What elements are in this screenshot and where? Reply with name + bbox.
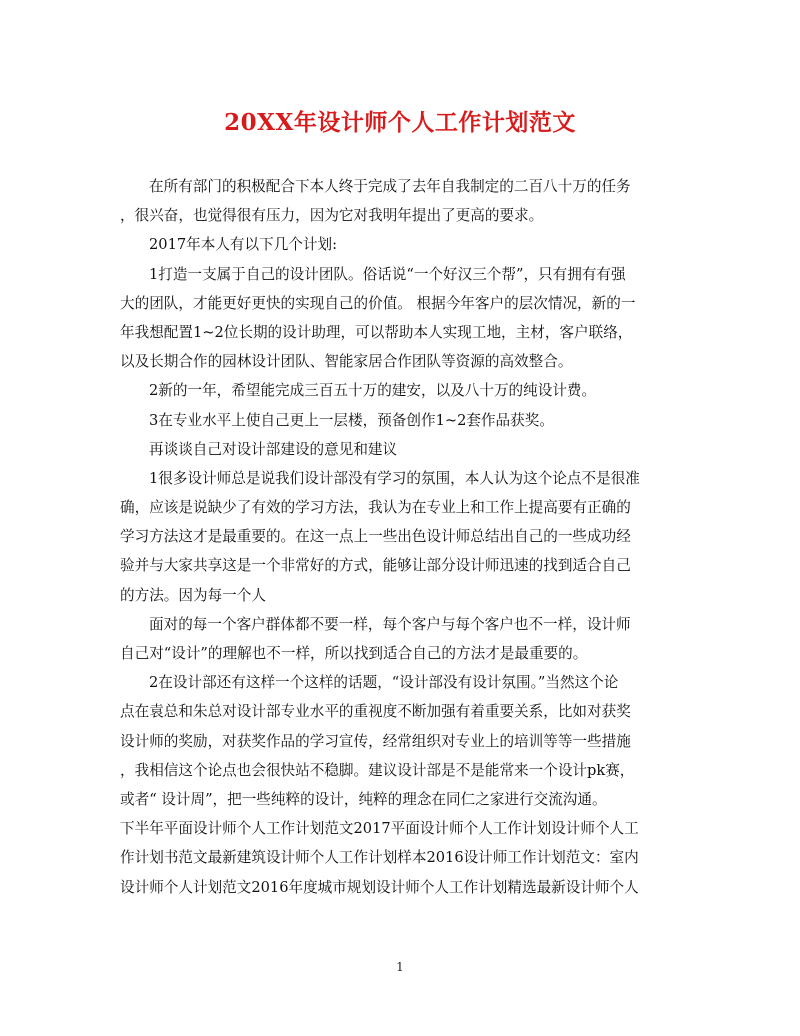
paragraph-line: 下半年平面设计师个人工作计划范文2017平面设计师个人工作计划设计师个人工 [120, 820, 639, 838]
paragraph-line: 确，应该是说缺少了有效的学习方法，我认为在专业上和工作上提高要有正确的 [120, 499, 631, 517]
paragraph-line: ，很兴奋，也觉得很有压力，因为它对我明年提出了更高的要求。 [120, 207, 544, 225]
paragraph-line: 点在袁总和朱总对设计部专业水平的重视度不断加强有着重要关系，比如对获奖 [120, 703, 631, 721]
paragraph-line: 或者“ 设计周”，把一些纯粹的设计，纯粹的理念在同仁之家进行交流沟通。 [120, 790, 607, 808]
paragraph-line: 作计划书范文最新建筑设计师个人工作计划样本2016设计师工作计划范文：室内 [120, 849, 639, 867]
document-title: 20XX年设计师个人工作计划范文 [224, 109, 576, 136]
paragraph-line: 设计师的奖励，对获奖作品的学习宣传，经常组织对专业上的培训等等一些措施 [120, 732, 631, 750]
paragraph-line: 2在设计部还有这样一个这样的话题，“设计部没有设计氛围。”当然这个论 [149, 674, 619, 692]
paragraph-line: 自己对“设计”的理解也不一样，所以找到适合自己的方法才是最重要的。 [120, 645, 588, 662]
page-number: 1 [396, 960, 404, 974]
paragraph-line: 3在专业水平上使自己更上一层楼，预备创作1~2套作品获奖。 [149, 411, 554, 429]
document-body [120, 172, 680, 902]
paragraph-line: 以及长期合作的园林设计团队、智能家居合作团队等资源的高效整合。 [120, 353, 573, 371]
paragraph-line: 2新的一年，希望能完成三百五十万的建安，以及八十万的纯设计费。 [149, 382, 597, 400]
paragraph-line: 设计师个人计划范文2016年度城市规划设计师个人工作计划精选最新设计师个人 [120, 878, 639, 896]
paragraph-line: 的方法。因为每一个人 [120, 586, 266, 604]
paragraph-line: 大的团队，才能更好更快的实现自己的价值。 根据今年客户的层次情况，新的一 [120, 294, 636, 312]
paragraph-line: 再谈谈自己对设计部建设的意见和建议 [149, 440, 398, 458]
paragraph-line: 验并与大家共享这是一个非常好的方式，能够让部分设计师迅速的找到适合自己 [120, 557, 631, 575]
paragraph-line: 2017年本人有以下几个计划: [149, 236, 337, 254]
paragraph-line: 面对的每一个客户群体都不要一样，每个客户与每个客户也不一样，设计师 [149, 615, 631, 633]
paragraph-line: 学习方法这才是最重要的。在这一点上一些出色设计师总结出自己的一些成功经 [120, 528, 631, 546]
paragraph-line: 年我想配置1~2位长期的设计助理，可以帮助本人实现工地，主材，客户联络， [120, 323, 633, 341]
paragraph-line: ，我相信这个论点也会很快站不稳脚。建议设计部是不是能常来一个设计pk赛， [120, 761, 635, 779]
paragraph-line: 1打造一支属于自己的设计团队。俗话说“一个好汉三个帮”，只有拥有有强 [149, 265, 626, 283]
paragraph-line: 在所有部门的积极配合下本人终于完成了去年自我制定的二百八十万的任务 [149, 178, 631, 195]
paragraph-line: 1很多设计师总是说我们设计部没有学习的氛围，本人认为这个论点不是很准 [149, 469, 640, 487]
